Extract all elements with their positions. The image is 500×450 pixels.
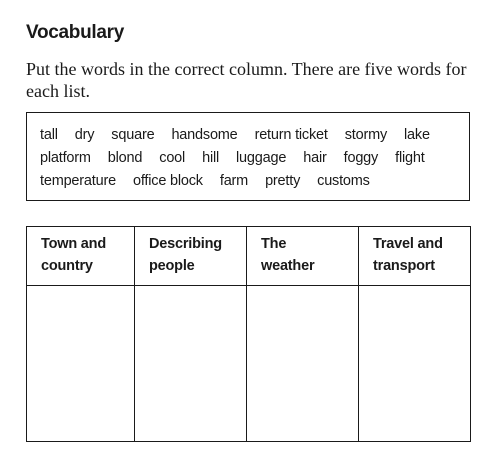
answer-row — [27, 286, 471, 442]
column-header-describing-people: Describing people — [135, 227, 247, 286]
word-bank-item: lake — [404, 126, 430, 143]
word-bank-item: stormy — [344, 126, 388, 143]
word-bank-item: luggage — [236, 149, 287, 166]
word-bank-item: pretty — [265, 172, 301, 189]
word-bank-line — [40, 123, 459, 146]
exercise-title: Vocabulary — [26, 22, 125, 43]
answer-cell-the-weather[interactable] — [247, 286, 359, 442]
word-bank-item: blond — [107, 149, 143, 166]
word-bank-item: temperature — [40, 172, 116, 189]
exercise-instructions: Put the words in the correct column. There are five words for each list. — [26, 59, 467, 101]
word-bank-item: foggy — [343, 149, 379, 166]
answer-cell-travel-and-transport[interactable] — [359, 286, 471, 442]
word-bank-box — [26, 112, 470, 201]
word-bank-item: platform — [40, 149, 91, 166]
column-header-the-weather: The weather — [247, 227, 359, 286]
word-bank-item: hair — [303, 149, 327, 166]
category-header-row — [27, 227, 471, 286]
answer-cell-town-and-country[interactable] — [27, 286, 135, 442]
word-bank-item: customs — [317, 172, 370, 189]
column-header-town-and-country: Town and country — [27, 227, 135, 286]
word-bank-item: office block — [132, 172, 203, 189]
answer-cell-describing-people[interactable] — [135, 286, 247, 442]
word-bank-item: flight — [395, 149, 425, 166]
word-bank-item: cool — [159, 149, 186, 166]
word-bank-item: return ticket — [254, 126, 328, 143]
word-bank-item: square — [111, 126, 155, 143]
column-header-travel-and-transport: Travel and transport — [359, 227, 471, 286]
word-bank-item: farm — [219, 172, 249, 189]
word-bank-line — [40, 169, 459, 192]
word-bank-item: tall — [40, 126, 58, 143]
word-bank-line — [40, 146, 459, 169]
word-bank-item: handsome — [171, 126, 238, 143]
word-bank-item: dry — [74, 126, 95, 143]
category-table — [26, 226, 471, 442]
word-bank-item: hill — [202, 149, 220, 166]
